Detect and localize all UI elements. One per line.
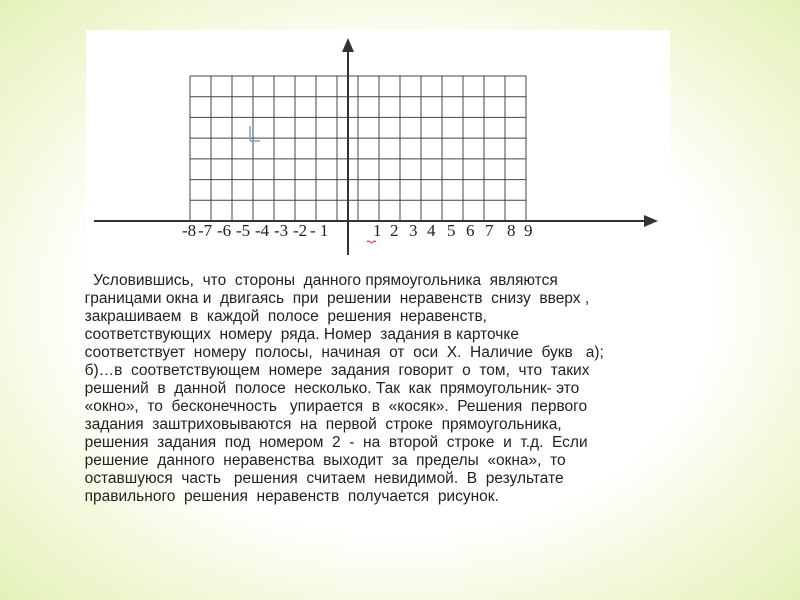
spellcheck-squiggle — [367, 241, 376, 243]
text-line: задания заштриховываются на первой строке прямоугольника, — [76, 416, 562, 433]
tick-label: 7 — [485, 221, 494, 240]
tick-labels — [182, 221, 533, 240]
text-line: б)…в соответствующем номере задания говорит о том, что таких — [76, 362, 590, 379]
tick-label: 6 — [466, 221, 475, 240]
tick-label: 9 — [524, 221, 533, 240]
tick-label: -8 — [182, 221, 197, 240]
text-line: решение данного неравенства выходит за пределы «окна», то — [76, 452, 566, 469]
y-axis-arrow — [342, 38, 354, 52]
grid — [190, 76, 526, 221]
text-line: закрашиваем в каждой полосе решения неравенств, — [76, 308, 487, 325]
text-line: оставшуюся часть решения считаем невидимой. В результате — [76, 470, 564, 487]
tick-label: -3 — [274, 221, 289, 240]
tick-label: 2 — [390, 221, 399, 240]
text-line: «окно», то бесконечность упирается в «косяк». Решения первого — [76, 398, 588, 415]
coordinate-figure — [86, 30, 670, 262]
text-line: правильного решения неравенств получается рисунок. — [76, 488, 499, 505]
tick-label: 4 — [427, 221, 436, 240]
body-paragraph — [76, 272, 736, 506]
text-line: соответствует номеру полосы, начиная от оси Х. Наличие букв а); — [76, 344, 604, 361]
text-line: соответствующих номеру ряда. Номер задания в карточке — [76, 326, 519, 343]
grid-diagram — [86, 30, 670, 262]
x-axis-arrow — [644, 215, 658, 227]
tick-label: 8 — [507, 221, 516, 240]
tick-label: - 1 — [310, 221, 329, 240]
tick-label: -2 — [293, 221, 308, 240]
tick-label: -4 — [255, 221, 270, 240]
text-line: границами окна и двигаясь при решении неравенств снизу вверх , — [76, 290, 590, 307]
tick-label: 5 — [447, 221, 456, 240]
tick-label: -5 — [236, 221, 251, 240]
tick-label: -6 — [217, 221, 232, 240]
text-line: Условившись, что стороны данного прямоугольника являются — [76, 272, 558, 289]
text-line: решений в данной полосе несколько. Так как прямоугольник- это — [76, 380, 580, 397]
tick-label: 1 — [373, 221, 382, 240]
tick-label: 3 — [409, 221, 418, 240]
tick-label: -7 — [198, 221, 213, 240]
text-line: решения задания под номером 2 - на второй строке и т.д. Если — [76, 434, 588, 451]
